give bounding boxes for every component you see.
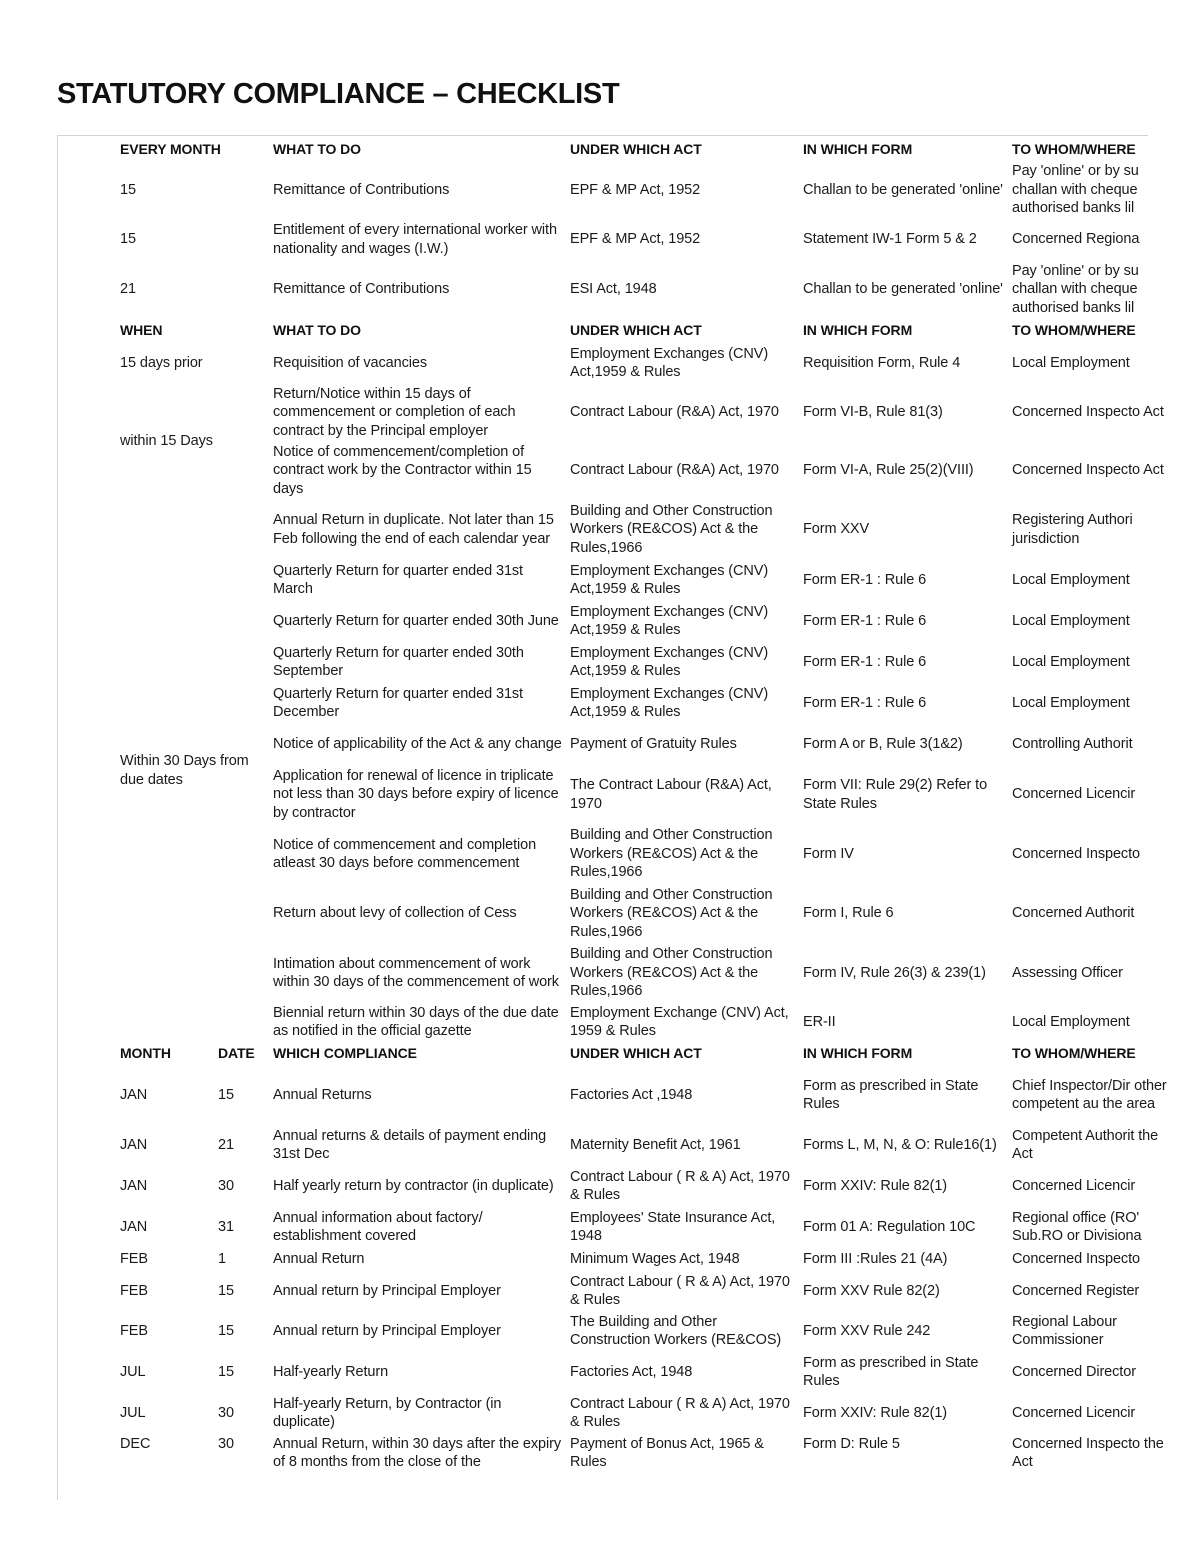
cell-what: Half-yearly Return bbox=[273, 1363, 389, 1380]
cell-form: Form ER-1 : Rule 6 bbox=[803, 653, 927, 670]
cell-what: Annual information about factory/ establishment covered bbox=[273, 1209, 483, 1244]
cell-act: Building and Other Construction Workers (RE&COS) Act & the Rules,1966 bbox=[570, 946, 773, 1000]
cell-what: Notice of commencement and completion atleast 30 days before commencement bbox=[273, 836, 537, 871]
table-row bbox=[116, 560, 1176, 601]
header-in-which-form: IN WHICH FORM bbox=[803, 140, 913, 157]
cell-act: Employment Exchanges (CNV) Act,1959 & Rules bbox=[570, 345, 769, 380]
cell-what: Entitlement of every international worker with nationality and wages (I.W.) bbox=[273, 222, 557, 257]
cell-what: Notice of commencement/completion of contract work by the Contractor within 15 days bbox=[273, 443, 532, 497]
cell-whom: Chief Inspector/Dir other competent au the area bbox=[1012, 1077, 1167, 1112]
cell-date: 21 bbox=[218, 1136, 234, 1153]
cell-form: Form A or B, Rule 3(1&2) bbox=[803, 735, 963, 752]
cell-whom: Concerned Licencir bbox=[1012, 786, 1136, 803]
cell-what: Quarterly Return for quarter ended 31st March bbox=[273, 562, 523, 597]
table-row bbox=[116, 1272, 1176, 1311]
table-row bbox=[116, 500, 1176, 560]
cell-form: Form ER-1 : Rule 6 bbox=[803, 694, 927, 711]
cell-form: Form as prescribed in State Rules bbox=[803, 1077, 979, 1112]
cell-whom: Regional Labour Commissioner bbox=[1012, 1313, 1117, 1348]
header-under-which-act: UNDER WHICH ACT bbox=[570, 140, 702, 157]
header-under-which-act: UNDER WHICH ACT bbox=[570, 1045, 702, 1062]
table-row bbox=[116, 944, 1176, 1003]
cell-month: FEB bbox=[120, 1282, 148, 1299]
cell-whom: Pay 'online' or by su challan with cheque authorised banks lil bbox=[1012, 163, 1139, 216]
section1-header-row bbox=[116, 137, 1176, 161]
cell-whom: Concerned Authorit bbox=[1012, 905, 1135, 922]
cell-whom: Concerned Inspecto Act bbox=[1012, 462, 1164, 479]
cell-what: Return about levy of collection of Cess bbox=[273, 905, 517, 922]
cell-whom: Local Employment bbox=[1012, 571, 1130, 588]
cell-month: JAN bbox=[120, 1136, 148, 1153]
cell-whom: Registering Authori jurisdiction bbox=[1012, 512, 1133, 547]
cell-form: Form XXV Rule 82(2) bbox=[803, 1282, 940, 1299]
cell-whom: Concerned Director bbox=[1012, 1363, 1136, 1380]
cell-whom: Concerned Inspecto bbox=[1012, 1251, 1140, 1268]
header-what-to-do: WHAT TO DO bbox=[273, 140, 361, 157]
table-row bbox=[116, 765, 1176, 825]
table-row bbox=[116, 1352, 1176, 1393]
cell-what: Annual return by Principal Employer bbox=[273, 1322, 501, 1339]
cell-act: EPF & MP Act, 1952 bbox=[570, 231, 701, 248]
cell-day: 15 bbox=[120, 181, 136, 198]
cell-act: Payment of Bonus Act, 1965 & Rules bbox=[570, 1435, 764, 1470]
cell-month: JUL bbox=[120, 1404, 146, 1421]
cell-act: Contract Labour ( R & A) Act, 1970 & Rules bbox=[570, 1168, 790, 1203]
cell-act: Maternity Benefit Act, 1961 bbox=[570, 1136, 741, 1153]
cell-act: Minimum Wages Act, 1948 bbox=[570, 1251, 740, 1268]
cell-act: Employees' State Insurance Act, 1948 bbox=[570, 1209, 776, 1244]
cell-when-15-days-prior: 15 days prior bbox=[120, 354, 203, 371]
cell-date: 30 bbox=[218, 1177, 234, 1194]
cell-month: JAN bbox=[120, 1218, 148, 1235]
table-row bbox=[116, 384, 1176, 442]
cell-act: Building and Other Construction Workers (RE&COS) Act & the Rules,1966 bbox=[570, 502, 773, 556]
cell-form: Statement IW-1 Form 5 & 2 bbox=[803, 231, 977, 248]
cell-date: 30 bbox=[218, 1435, 234, 1452]
cell-whom: Competent Authorit the Act bbox=[1012, 1127, 1159, 1162]
cell-what: Half yearly return by contractor (in duplicate) bbox=[273, 1177, 554, 1194]
table-row bbox=[116, 442, 1176, 500]
cell-what: Quarterly Return for quarter ended 30th June bbox=[273, 612, 559, 629]
cell-date: 15 bbox=[218, 1363, 234, 1380]
table-row bbox=[116, 161, 1176, 219]
cell-what: Biennial return within 30 days of the due date as notified in the official gazette bbox=[273, 1004, 559, 1039]
cell-act: Factories Act, 1948 bbox=[570, 1363, 693, 1380]
checklist-sheet bbox=[116, 137, 1167, 1493]
table-row bbox=[116, 683, 1176, 724]
table-row bbox=[116, 1434, 1176, 1476]
cell-whom: Local Employment bbox=[1012, 354, 1130, 371]
cell-form: Form XXV Rule 242 bbox=[803, 1322, 931, 1339]
cell-whom: Local Employment bbox=[1012, 612, 1130, 629]
cell-act: ESI Act, 1948 bbox=[570, 281, 657, 298]
table-row bbox=[116, 642, 1176, 683]
table-row bbox=[116, 1003, 1176, 1042]
cell-whom: Concerned Licencir bbox=[1012, 1177, 1136, 1194]
cell-what: Requisition of vacancies bbox=[273, 354, 427, 371]
cell-form: Form I, Rule 6 bbox=[803, 905, 894, 922]
cell-what: Annual Return, within 30 days after the expiry of 8 months from the close of the bbox=[273, 1435, 561, 1470]
cell-whom: Controlling Authorit bbox=[1012, 735, 1133, 752]
cell-act: EPF & MP Act, 1952 bbox=[570, 181, 701, 198]
cell-what: Remittance of Contributions bbox=[273, 281, 450, 298]
cell-whom: Concerned Inspecto Act bbox=[1012, 404, 1164, 421]
header-when: WHEN bbox=[120, 322, 163, 339]
cell-whom: Local Employment bbox=[1012, 1013, 1130, 1030]
cell-act: Contract Labour (R&A) Act, 1970 bbox=[570, 404, 779, 421]
header-what-to-do: WHAT TO DO bbox=[273, 322, 361, 339]
cell-date: 15 bbox=[218, 1282, 234, 1299]
compliance-table bbox=[116, 137, 1176, 1476]
cell-whom: Concerned Licencir bbox=[1012, 1404, 1136, 1421]
header-to-whom: TO WHOM/WHERE bbox=[1012, 322, 1136, 339]
cell-what: Return/Notice within 15 days of commencement or completion of each contract by the Principal employer bbox=[273, 385, 516, 439]
cell-month: JUL bbox=[120, 1363, 146, 1380]
cell-form: Form VI-A, Rule 25(2)(VIII) bbox=[803, 462, 974, 479]
cell-form: Form ER-1 : Rule 6 bbox=[803, 612, 927, 629]
header-in-which-form: IN WHICH FORM bbox=[803, 322, 913, 339]
table-row bbox=[116, 261, 1176, 319]
cell-form: Challan to be generated 'online' bbox=[803, 281, 1003, 298]
cell-month: FEB bbox=[120, 1251, 148, 1268]
section2-header-row bbox=[116, 319, 1176, 343]
left-divider bbox=[57, 136, 58, 1500]
header-in-which-form: IN WHICH FORM bbox=[803, 1045, 913, 1062]
table-row bbox=[116, 601, 1176, 642]
table-row bbox=[116, 1066, 1176, 1125]
header-to-whom: TO WHOM/WHERE bbox=[1012, 140, 1136, 157]
cell-form: Form XXV bbox=[803, 521, 870, 538]
cell-date: 1 bbox=[218, 1251, 226, 1268]
cell-act: Contract Labour ( R & A) Act, 1970 & Rules bbox=[570, 1395, 790, 1430]
cell-what: Half-yearly Return, by Contractor (in duplicate) bbox=[273, 1395, 502, 1430]
cell-month: FEB bbox=[120, 1322, 148, 1339]
table-row bbox=[116, 1311, 1176, 1352]
cell-day: 21 bbox=[120, 281, 136, 298]
cell-what: Annual returns & details of payment ending 31st Dec bbox=[273, 1127, 547, 1162]
cell-act: Contract Labour ( R & A) Act, 1970 & Rules bbox=[570, 1273, 790, 1308]
cell-whom: Pay 'online' or by su challan with cheque authorised banks lil bbox=[1012, 262, 1139, 316]
header-which-compliance: WHICH COMPLIANCE bbox=[273, 1045, 417, 1062]
cell-form: Form III :Rules 21 (4A) bbox=[803, 1251, 948, 1268]
cell-whom: Concerned Inspecto bbox=[1012, 845, 1140, 862]
cell-form: Form D: Rule 5 bbox=[803, 1435, 900, 1452]
cell-act: Employment Exchanges (CNV) Act,1959 & Rules bbox=[570, 644, 769, 679]
header-to-whom: TO WHOM/WHERE bbox=[1012, 1045, 1136, 1062]
cell-what: Quarterly Return for quarter ended 31st December bbox=[273, 685, 523, 720]
cell-what: Notice of applicability of the Act & any change bbox=[273, 735, 562, 752]
section3-header-row bbox=[116, 1042, 1176, 1066]
cell-what: Application for renewal of licence in triplicate not less than 30 days before expiry of licence by contractor bbox=[273, 767, 559, 821]
cell-act: Employment Exchanges (CNV) Act,1959 & Rules bbox=[570, 685, 769, 720]
cell-act: The Contract Labour (R&A) Act, 1970 bbox=[570, 777, 772, 812]
cell-act: The Building and Other Construction Workers (RE&COS) bbox=[570, 1313, 782, 1348]
cell-form: Form XXIV: Rule 82(1) bbox=[803, 1404, 948, 1421]
cell-whom: Local Employment bbox=[1012, 694, 1130, 711]
cell-whom: Assessing Officer bbox=[1012, 964, 1123, 981]
cell-date: 15 bbox=[218, 1086, 234, 1103]
table-row bbox=[116, 1248, 1176, 1272]
cell-month: JAN bbox=[120, 1177, 148, 1194]
cell-what: Annual return by Principal Employer bbox=[273, 1282, 501, 1299]
cell-whom: Concerned Inspecto the Act bbox=[1012, 1435, 1164, 1470]
cell-act: Payment of Gratuity Rules bbox=[570, 735, 737, 752]
table-row bbox=[116, 1125, 1176, 1166]
cell-whom: Regional office (RO' Sub.RO or Divisiona bbox=[1012, 1209, 1142, 1244]
cell-whom: Concerned Regiona bbox=[1012, 231, 1140, 248]
table-row bbox=[116, 1207, 1176, 1248]
cell-form: Form VI-B, Rule 81(3) bbox=[803, 404, 943, 421]
table-row bbox=[116, 884, 1176, 944]
page-title: STATUTORY COMPLIANCE – CHECKLIST bbox=[57, 78, 620, 110]
cell-what: Annual Return in duplicate. Not later than 15 Feb following the end of each calendar year bbox=[273, 512, 554, 547]
cell-act: Employment Exchanges (CNV) Act,1959 & Rules bbox=[570, 603, 769, 638]
cell-date: 15 bbox=[218, 1322, 234, 1339]
cell-form: Challan to be generated 'online' bbox=[803, 181, 1003, 198]
table-row bbox=[116, 1393, 1176, 1434]
table-row bbox=[116, 724, 1176, 765]
cell-act: Employment Exchanges (CNV) Act,1959 & Rules bbox=[570, 562, 769, 597]
header-every-month: EVERY MONTH bbox=[120, 140, 221, 157]
cell-whom: Concerned Register bbox=[1012, 1282, 1140, 1299]
cell-act: Building and Other Construction Workers (RE&COS) Act & the Rules,1966 bbox=[570, 886, 773, 940]
table-row bbox=[116, 1166, 1176, 1207]
cell-act: Factories Act ,1948 bbox=[570, 1086, 693, 1103]
table-row bbox=[116, 825, 1176, 884]
cell-date: 30 bbox=[218, 1404, 234, 1421]
cell-month: DEC bbox=[120, 1435, 151, 1452]
cell-act: Building and Other Construction Workers (RE&COS) Act & the Rules,1966 bbox=[570, 827, 773, 881]
header-under-which-act: UNDER WHICH ACT bbox=[570, 322, 702, 339]
cell-form: Form IV bbox=[803, 845, 854, 862]
cell-form: Form 01 A: Regulation 10C bbox=[803, 1218, 976, 1235]
table-row bbox=[116, 343, 1176, 384]
header-month: MONTH bbox=[120, 1045, 171, 1062]
cell-what: Annual Return bbox=[273, 1251, 365, 1268]
cell-act: Employment Exchange (CNV) Act, 1959 & Rules bbox=[570, 1004, 789, 1039]
cell-form: Form XXIV: Rule 82(1) bbox=[803, 1177, 948, 1194]
cell-form: Requisition Form, Rule 4 bbox=[803, 354, 961, 371]
cell-form: Form as prescribed in State Rules bbox=[803, 1354, 979, 1389]
top-divider bbox=[57, 135, 1148, 136]
cell-act: Contract Labour (R&A) Act, 1970 bbox=[570, 462, 779, 479]
cell-date: 31 bbox=[218, 1218, 234, 1235]
cell-when-within-15-days: within 15 Days bbox=[120, 433, 213, 450]
cell-what: Quarterly Return for quarter ended 30th September bbox=[273, 644, 524, 679]
cell-what: Annual Returns bbox=[273, 1086, 372, 1103]
cell-month: JAN bbox=[120, 1086, 148, 1103]
cell-form: ER-II bbox=[803, 1013, 836, 1030]
cell-form: Form ER-1 : Rule 6 bbox=[803, 571, 927, 588]
cell-when-within-30-days: Within 30 Days from due dates bbox=[120, 753, 249, 788]
cell-form: Form VII: Rule 29(2) Refer to State Rules bbox=[803, 777, 988, 812]
cell-whom: Local Employment bbox=[1012, 653, 1130, 670]
cell-form: Form IV, Rule 26(3) & 239(1) bbox=[803, 964, 986, 981]
header-date: DATE bbox=[218, 1045, 255, 1062]
cell-what: Intimation about commencement of work within 30 days of the commencement of work bbox=[273, 955, 559, 990]
cell-day: 15 bbox=[120, 231, 136, 248]
table-row bbox=[116, 219, 1176, 261]
cell-form: Forms L, M, N, & O: Rule16(1) bbox=[803, 1136, 997, 1153]
cell-what: Remittance of Contributions bbox=[273, 181, 450, 198]
